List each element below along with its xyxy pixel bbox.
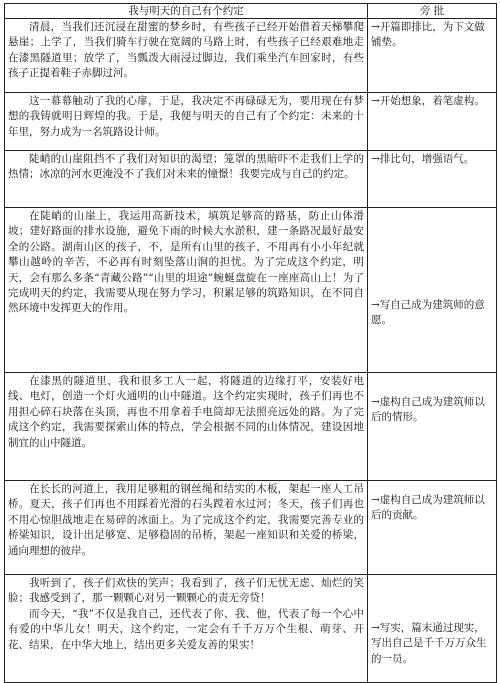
essay-cell <box>5 373 368 481</box>
table-row <box>5 19 497 93</box>
essay-cell <box>5 575 368 683</box>
table-row <box>5 93 497 151</box>
essay-cell <box>5 208 368 373</box>
essay-cell <box>5 19 368 93</box>
essay-title: 我与明天的自己有个约定 <box>5 4 368 19</box>
essay-cell <box>5 481 368 575</box>
note-cell <box>368 208 497 373</box>
table-row <box>5 151 497 208</box>
essay-cell <box>5 151 368 208</box>
table-row <box>5 575 497 683</box>
table-row <box>5 373 497 481</box>
essay-cell <box>5 93 368 151</box>
essay-annotation-table <box>4 3 497 683</box>
essay-paragraph: 清晨，当我们还沉浸在甜蜜的梦乡时，有些孩子已经开始借着天梯攀爬悬崖；上学了，当我们骑车行驶在宽阔的马路上时，有些孩子已经艰难地走在漆黑隧道里；放学了，当瓢泼大雨浸过脚边，我们乘坐汽车回家时，有些孩子正提着鞋子赤脚过河。 <box>8 21 364 80</box>
essay-paragraph: 在陡峭的山崖上，我运用高新技术，填筑足够高的路基，防止山体滑坡；建好路面的排水设施，避免下雨的时候大水淤积，建一条路况最好最安全的公路。湖南山区的孩子，不，是所有山里的孩子，不用再有小小年纪就攀山越岭的辛苦，不必再有时刻坠落山涧的担忧。为了完成这个约定，明天，会有那么多条“青藏公路”“山里的坦途”蜿蜒盘旋在一座座高山上！为了完成明天的约定，我需要从现在努力学习，积累足够的筑路知识，在不同自然环境中发挥更大的作用。 <box>8 210 364 315</box>
essay-paragraph: 这一幕幕触动了我的心扉，于是，我决定不再碌碌无为，要用现在有梦想的我铸就明日辉煌的我。于是，我便与明天的自己有了个约定：未来的十年里，努力成为一名筑路设计师。 <box>8 95 364 138</box>
note-cell <box>368 575 497 683</box>
margin-note: →排比句，增强语气。 <box>371 153 475 165</box>
table-row <box>5 481 497 575</box>
table-row <box>5 208 497 373</box>
margin-note: →写自己成为建筑师的意愿。 <box>371 299 485 327</box>
essay-paragraph: 而今天，“我”不仅是我自己，还代表了你、我、他，代表了每一个心中有爱的中华儿女！明天，这个约定，一定会有千千万万个生根、萌芽、开花、结果，在中华大地上，结出更多关爱友善的果实！ <box>8 607 364 651</box>
margin-note: →开篇即排比，为下文做铺垫。 <box>371 21 485 49</box>
note-cell <box>368 373 497 481</box>
essay-paragraph: 在漆黑的隧道里，我和很多工人一起，将隧道的边缘打平，安装好电线、电灯，创造一个灯火通明的山中隧道。这个约定实现时，孩子们再也不用担心碎石块落在头顶，再也不用拿着手电筒却无法照亮远处的路。为了完成这个约定，我需要探索山体的特点，学会根据不同的山体情况，建设因地制宜的山中隧道。 <box>8 375 364 449</box>
margin-note: →开始想象，着笔虚构。 <box>371 95 485 107</box>
table-header-row <box>5 4 497 19</box>
note-cell <box>368 93 497 151</box>
essay-paragraph: 在长长的河道上，我用足够粗的钢丝绳和结实的木板，架起一座人工吊桥。夏天，孩子们再也不用踩着光滑的石头蹚着水过河；冬天，孩子们再也不用心惊胆战地走在易碎的冰面上。为了完成这个约定，我需要完善专业的桥梁知识，设计出足够宽、足够稳固的吊桥，架起一座知识和关爱的桥梁，通向理想的彼岸。 <box>8 483 364 557</box>
note-cell <box>368 481 497 575</box>
margin-note: →虚构自己成为建筑师以后的贡献。 <box>371 494 485 522</box>
margin-note: →虚构自己成为建筑师以后的情形。 <box>371 396 485 424</box>
note-cell <box>368 19 497 93</box>
essay-paragraph: 我听到了，孩子们欢快的笑声；我看到了，孩子们无忧无虑、灿烂的笑脸；我感受到了，那一颗颗心对另一颗颗心的责无旁贷！ <box>8 577 364 605</box>
note-cell <box>368 151 497 208</box>
essay-paragraph: 陡峭的山崖阻挡不了我们对知识的渴望；笼罩的黑暗吓不走我们上学的热情；冰凉的河水更淹没不了我们对未来的憧憬！我要完成与自己的约定。 <box>8 153 364 181</box>
notes-column-title: 旁 批 <box>368 4 497 19</box>
margin-note: →写实，篇末通过现实，写出自己是千千万万众生的一员。 <box>371 622 487 665</box>
